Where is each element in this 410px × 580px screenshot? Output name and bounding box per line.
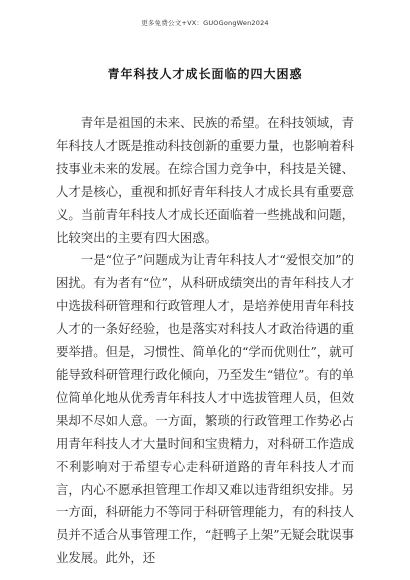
document-title: 青年科技人才成长面临的四大困惑	[107, 67, 303, 81]
header-note: 更多免费公文+VX：GUOGongWen2024	[141, 19, 269, 27]
paragraph-intro: 青年是祖国的未来、民族的希望。在科技领域，青年科技人才既是推动科技创新的重要力量，也影响着科技事业未来的发展。在综合国力竞争中，科技是关键、人才是核心，重视和抓好青年科技人才成长具有重要意义。当前青年科技人才成长还面临着一些挑战和问题，比较突出的主要有四大困惑。	[56, 115, 354, 245]
paragraph-position-issue: 一是“位子”问题成为让青年科技人才“爱恨交加”的困扰。有为者有“位”，从科研成绩突出的青年科技人才中选拔科研管理和行政管理人才，是培养使用青年科技人才的一条好经验，也是落实对科技人才政治待遇的重要举措。但是，习惯性、简单化的“学而优则仕”，就可能导致科研管理行政化倾向，乃至发生“错位”。有的单位简单化地从优秀青年科技人才中选拔管理人员，但效果却不尽如人意。一方面，繁琐的行政管理工作势必占用青年科技人才大量时间和宝贵精力，对科研工作造成不利影响对于希望专心走科研道路的青年科技人才而言，内心不愿承担管理工作却又难以违背组织安排。另一方面，科研能力不等同于科研管理能力，有的科技人员并不适合从事管理工作，“赶鸭子上架”无疑会耽误事业发展。此外，还	[56, 252, 354, 566]
document-body	[56, 112, 354, 570]
